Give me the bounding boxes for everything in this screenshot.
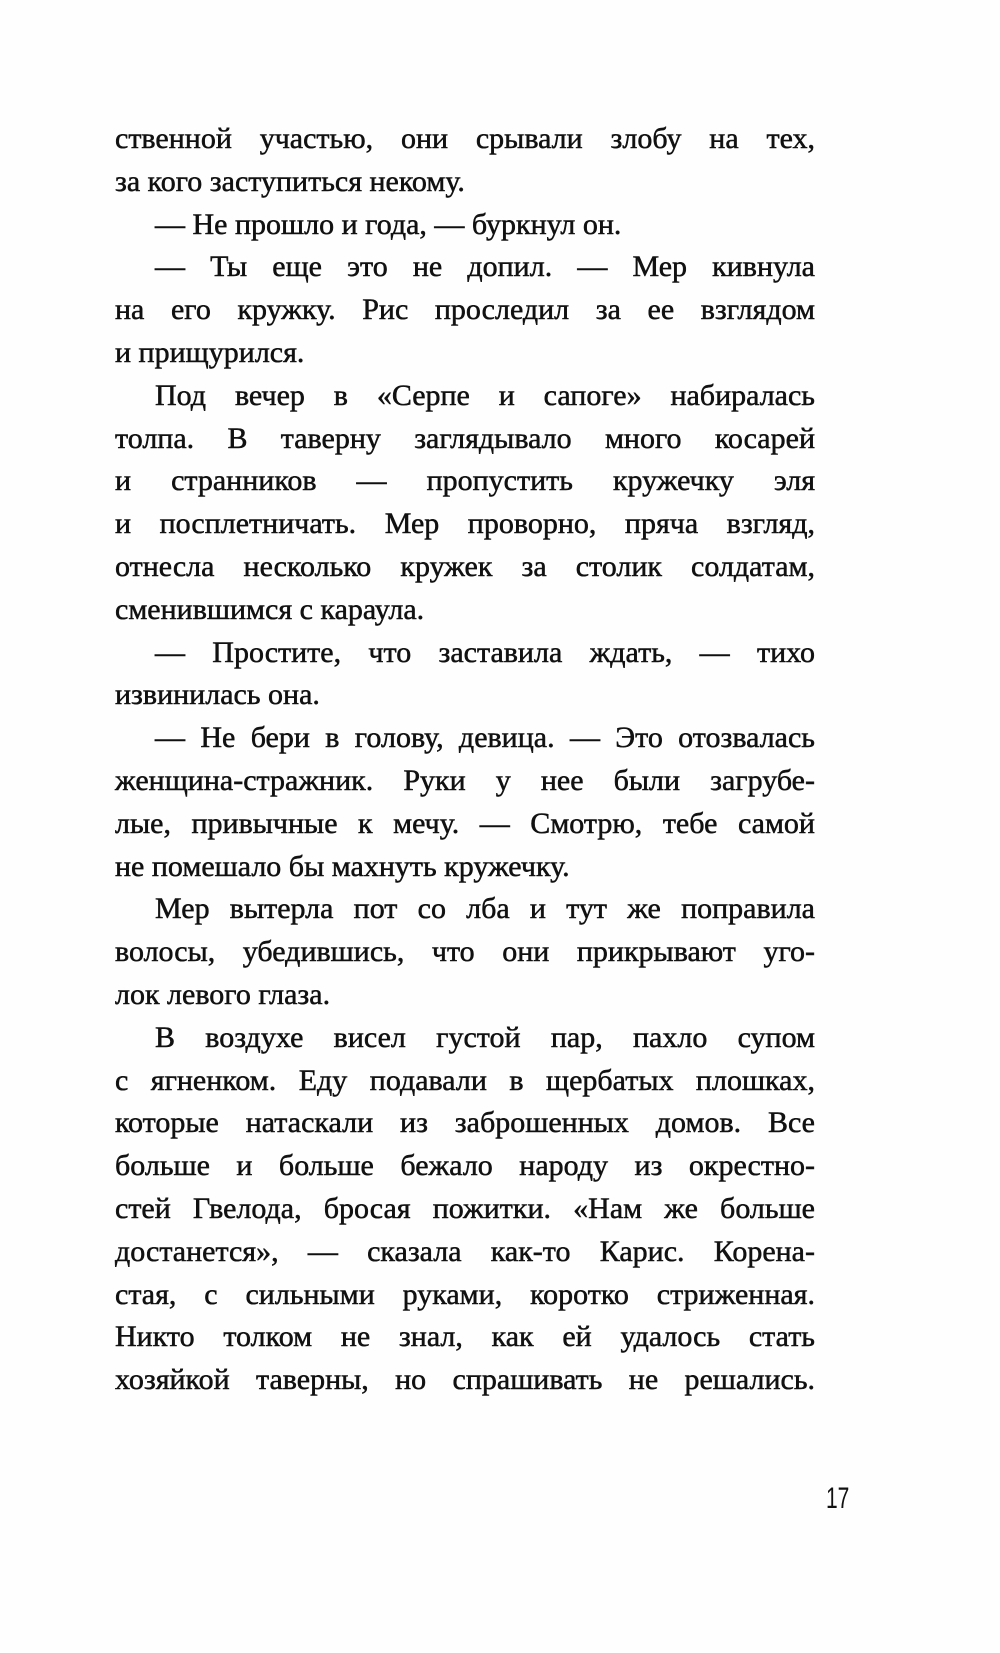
text-line: не помешало бы махнуть кружечку.: [115, 849, 570, 883]
text-line: лые, привычные к мечу. — Смотрю, тебе самой: [115, 806, 815, 840]
text-line: Никто толком не знал, как ей удалось стать: [115, 1320, 815, 1354]
text-line: с ягненком. Еду подавали в щербатых плошках,: [115, 1063, 815, 1097]
text-line: на его кружку. Рис проследил за ее взглядом: [115, 293, 815, 327]
text-line: хозяйкой таверны, но спрашивать не решались.: [115, 1363, 815, 1397]
text-line: волосы, убедившись, что они прикрывают уго-: [115, 935, 815, 969]
text-line: сменившимся с караула.: [115, 592, 425, 626]
text-line: стей Гвелода, бросая пожитки. «Нам же больше: [115, 1191, 815, 1225]
page-number: 17: [826, 1482, 850, 1515]
text-line: — Не бери в голову, девица. — Это отозвалась: [155, 721, 815, 755]
text-line: — Ты еще это не допил. — Мер кивнула: [155, 250, 815, 284]
text-line: — Простите, что заставила ждать, — тихо: [155, 635, 815, 669]
text-line: ственной участью, они срывали злобу на тех,: [115, 122, 815, 155]
text-line: достанется», — сказала как-то Карис. Корена-: [115, 1234, 815, 1268]
text-line: толпа. В таверну заглядывало много косарей: [115, 421, 815, 455]
text-line: женщина-стражник. Руки у нее были загрубе-: [115, 763, 815, 797]
page-body-text: [115, 118, 815, 1402]
text-line: В воздухе висел густой пар, пахло супом: [155, 1020, 815, 1054]
text-line: стая, с сильными руками, коротко стриженная.: [115, 1277, 815, 1311]
text-line: больше и больше бежало народу из окрестно-: [115, 1149, 815, 1183]
text-line: и странников — пропустить кружечку эля: [115, 464, 815, 498]
text-line: — Не прошло и года, — буркнул он.: [155, 207, 622, 241]
text-line: которые натаскали из заброшенных домов. Все: [115, 1106, 815, 1140]
text-line: и прищурился.: [115, 335, 305, 369]
text-line: Мер вытерла пот со лба и тут же поправила: [155, 892, 815, 926]
text-line: отнесла несколько кружек за столик солдатам,: [115, 549, 815, 583]
text-line: за кого заступиться некому.: [115, 164, 465, 198]
text-line: Под вечер в «Серпе и сапоге» набиралась: [155, 378, 815, 412]
text-line: и посплетничать. Мер проворно, пряча взгляд,: [115, 507, 815, 541]
text-line: извинилась она.: [115, 678, 320, 712]
text-line: лок левого глаза.: [115, 977, 331, 1011]
